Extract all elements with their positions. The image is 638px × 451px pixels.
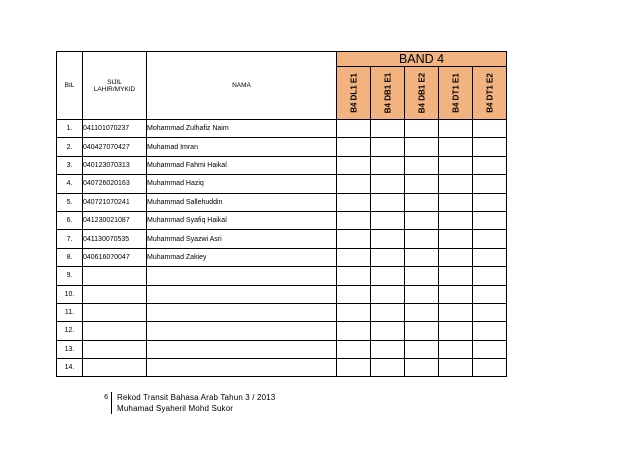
row-band-cell[interactable]	[405, 120, 439, 138]
row-band-cell[interactable]	[405, 285, 439, 303]
row-band-cell[interactable]	[371, 340, 405, 358]
page-footer	[100, 392, 275, 414]
header-band-col-label: B4 DT1 E2	[485, 73, 495, 113]
row-band-cell[interactable]	[473, 120, 507, 138]
table-row	[57, 156, 507, 174]
row-band-cell[interactable]	[337, 322, 371, 340]
table-row	[57, 193, 507, 211]
row-band-cell[interactable]	[439, 230, 473, 248]
row-nama: Muhammad Haziq	[147, 175, 337, 193]
row-bil: 3.	[57, 156, 83, 174]
row-band-cell[interactable]	[337, 303, 371, 321]
row-band-cell[interactable]	[473, 156, 507, 174]
table-row	[57, 267, 507, 285]
row-nama	[147, 303, 337, 321]
row-band-cell[interactable]	[439, 138, 473, 156]
row-bil: 14.	[57, 359, 83, 377]
table-row	[57, 359, 507, 377]
row-sijil	[83, 303, 147, 321]
row-band-cell[interactable]	[371, 267, 405, 285]
row-band-cell[interactable]	[337, 120, 371, 138]
header-band-col	[439, 67, 473, 120]
row-sijil: 041130070535	[83, 230, 147, 248]
row-band-cell[interactable]	[473, 193, 507, 211]
row-band-cell[interactable]	[371, 156, 405, 174]
row-band-cell[interactable]	[337, 267, 371, 285]
row-band-cell[interactable]	[439, 175, 473, 193]
row-band-cell[interactable]	[371, 285, 405, 303]
row-band-cell[interactable]	[473, 248, 507, 266]
row-bil: 11.	[57, 303, 83, 321]
header-band-col	[473, 67, 507, 120]
row-band-cell[interactable]	[473, 285, 507, 303]
table-row	[57, 175, 507, 193]
table-row	[57, 211, 507, 229]
row-bil: 4.	[57, 175, 83, 193]
row-bil: 5.	[57, 193, 83, 211]
row-nama: Muhamad Imran	[147, 138, 337, 156]
row-band-cell[interactable]	[337, 138, 371, 156]
header-nama: NAMA	[147, 52, 337, 120]
row-band-cell[interactable]	[439, 285, 473, 303]
row-nama: Mohammad Zulhafiz Naim	[147, 120, 337, 138]
row-band-cell[interactable]	[473, 175, 507, 193]
row-band-cell[interactable]	[439, 156, 473, 174]
row-band-cell[interactable]	[473, 211, 507, 229]
row-band-cell[interactable]	[405, 175, 439, 193]
row-band-cell[interactable]	[371, 230, 405, 248]
row-band-cell[interactable]	[405, 193, 439, 211]
row-band-cell[interactable]	[337, 211, 371, 229]
header-sijil-line1: SIJIL	[107, 78, 122, 86]
table-row	[57, 138, 507, 156]
row-band-cell[interactable]	[405, 359, 439, 377]
row-band-cell[interactable]	[371, 248, 405, 266]
row-band-cell[interactable]	[439, 322, 473, 340]
table-row	[57, 322, 507, 340]
row-sijil	[83, 285, 147, 303]
row-band-cell[interactable]	[439, 248, 473, 266]
footer-author: Muhamad Syaheril Mohd Sukor	[117, 404, 234, 413]
row-sijil	[83, 340, 147, 358]
row-band-cell[interactable]	[405, 322, 439, 340]
row-nama	[147, 285, 337, 303]
table-row	[57, 340, 507, 358]
table-row	[57, 303, 507, 321]
row-band-cell[interactable]	[371, 193, 405, 211]
row-nama	[147, 267, 337, 285]
header-band-col-label: B4 DB1 E2	[417, 72, 426, 114]
row-sijil: 041230021087	[83, 211, 147, 229]
row-sijil: 040721070241	[83, 193, 147, 211]
row-nama: Muhammad Zakiey	[147, 248, 337, 266]
row-band-cell[interactable]	[473, 359, 507, 377]
row-band-cell[interactable]	[337, 156, 371, 174]
row-band-cell[interactable]	[337, 285, 371, 303]
row-sijil: 040616070047	[83, 248, 147, 266]
row-nama: Muhammad Fahmi Haikal	[147, 156, 337, 174]
row-band-cell[interactable]	[473, 303, 507, 321]
footer-title: Rekod Transit Bahasa Arab Tahun 3 / 2013	[117, 393, 276, 402]
header-sijil-line2: LAHIR/MYKID	[93, 85, 136, 93]
header-band-col-label: B4 DL1 E1	[349, 73, 358, 113]
header-band-col	[371, 67, 405, 120]
row-band-cell[interactable]	[337, 193, 371, 211]
header-band: BAND 4	[337, 52, 507, 67]
row-band-cell[interactable]	[473, 322, 507, 340]
header-band-col	[337, 67, 371, 120]
row-band-cell[interactable]	[371, 138, 405, 156]
row-band-cell[interactable]	[405, 138, 439, 156]
row-band-cell[interactable]	[473, 138, 507, 156]
row-bil: 6.	[57, 211, 83, 229]
header-band-col-label: B4 DB1 E1	[383, 72, 392, 114]
page-number: 6	[104, 394, 108, 401]
record-table	[56, 51, 507, 377]
row-bil: 2.	[57, 138, 83, 156]
row-nama	[147, 359, 337, 377]
row-sijil	[83, 267, 147, 285]
row-band-cell[interactable]	[405, 303, 439, 321]
row-nama: Muhammad Syazwi Asri	[147, 230, 337, 248]
row-band-cell[interactable]	[439, 193, 473, 211]
row-band-cell[interactable]	[371, 303, 405, 321]
row-band-cell[interactable]	[337, 230, 371, 248]
row-sijil	[83, 322, 147, 340]
row-band-cell[interactable]	[439, 120, 473, 138]
row-band-cell[interactable]	[371, 120, 405, 138]
row-band-cell[interactable]	[473, 230, 507, 248]
row-band-cell[interactable]	[337, 175, 371, 193]
row-band-cell[interactable]	[371, 175, 405, 193]
footer-text	[111, 392, 275, 414]
row-sijil: 040123070313	[83, 156, 147, 174]
row-bil: 1.	[57, 120, 83, 138]
row-nama: Muhammad Syafiq Haikal	[147, 211, 337, 229]
table-row	[57, 248, 507, 266]
row-band-cell[interactable]	[405, 211, 439, 229]
row-band-cell[interactable]	[439, 267, 473, 285]
row-band-cell[interactable]	[439, 303, 473, 321]
row-nama	[147, 340, 337, 358]
row-sijil	[83, 359, 147, 377]
row-bil: 9.	[57, 267, 83, 285]
row-bil: 13.	[57, 340, 83, 358]
row-sijil: 041101070237	[83, 120, 147, 138]
row-band-cell[interactable]	[405, 156, 439, 174]
table-row	[57, 285, 507, 303]
row-nama	[147, 322, 337, 340]
table-row	[57, 230, 507, 248]
row-bil: 8.	[57, 248, 83, 266]
row-band-cell[interactable]	[473, 340, 507, 358]
row-band-cell[interactable]	[337, 340, 371, 358]
row-sijil: 040726020163	[83, 175, 147, 193]
row-bil: 10.	[57, 285, 83, 303]
header-bil: BIL	[57, 52, 83, 120]
row-sijil: 040427070427	[83, 138, 147, 156]
row-band-cell[interactable]	[337, 248, 371, 266]
row-band-cell[interactable]	[337, 359, 371, 377]
row-band-cell[interactable]	[405, 248, 439, 266]
row-band-cell[interactable]	[405, 267, 439, 285]
row-band-cell[interactable]	[439, 340, 473, 358]
header-sijil	[83, 52, 147, 120]
row-band-cell[interactable]	[405, 340, 439, 358]
row-band-cell[interactable]	[405, 230, 439, 248]
header-band-col	[405, 67, 439, 120]
row-band-cell[interactable]	[371, 211, 405, 229]
row-band-cell[interactable]	[371, 322, 405, 340]
row-band-cell[interactable]	[473, 267, 507, 285]
header-band-col-label: B4 DT1 E1	[451, 73, 460, 113]
row-band-cell[interactable]	[439, 359, 473, 377]
row-bil: 7.	[57, 230, 83, 248]
row-nama: Muhammad Sallehuddin	[147, 193, 337, 211]
row-bil: 12.	[57, 322, 83, 340]
row-band-cell[interactable]	[439, 211, 473, 229]
row-band-cell[interactable]	[371, 359, 405, 377]
table-row	[57, 120, 507, 138]
